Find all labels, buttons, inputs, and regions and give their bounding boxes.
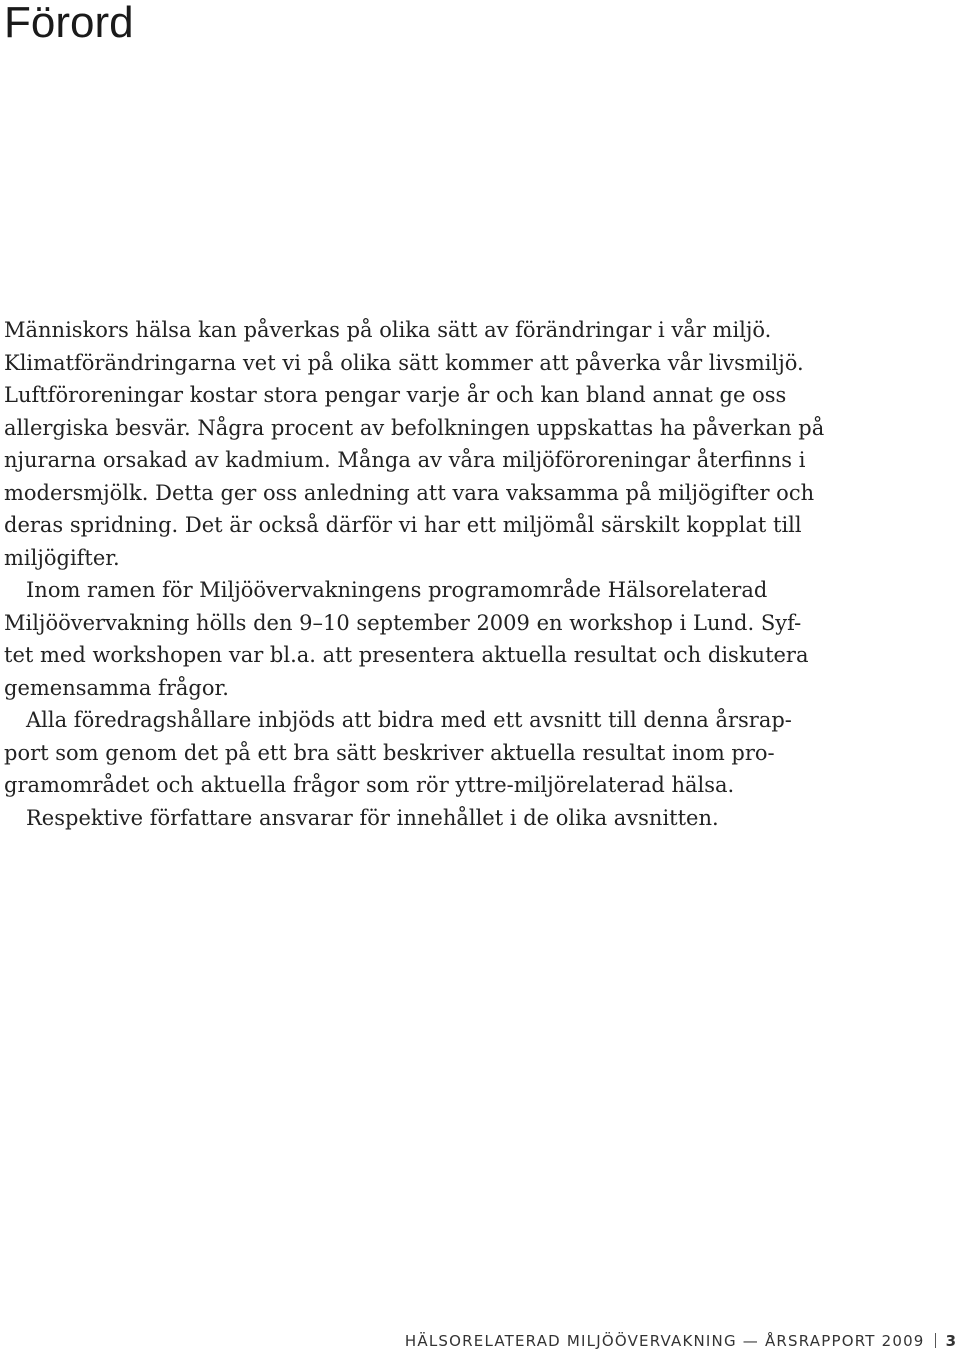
footer-divider: [935, 1333, 936, 1348]
running-title: HÄLSORELATERAD MILJÖÖVERVAKNING — ÅRSRAPPORT 2009: [404, 1332, 925, 1350]
text-line: Respektive författare ansvarar för innehållet i de olika avsnitten.: [26, 805, 719, 830]
text-line: port som genom det på ett bra sätt beskriver aktuella resultat inom pro-: [4, 740, 775, 765]
text-line: modersmjölk. Detta ger oss anledning att vara vaksamma på miljögifter och: [4, 480, 815, 505]
page-footer: [405, 1330, 956, 1352]
text-line: Inom ramen för Miljöövervakningens programområde Hälsorelaterad: [26, 578, 768, 602]
paragraph: [4, 574, 824, 704]
text-line: gramområdet och aktuella frågor som rör yttre-miljörelaterad hälsa.: [4, 773, 735, 797]
text-line: gemensamma frågor.: [4, 675, 229, 700]
text-line: tet med workshopen var bl.a. att presentera aktuella resultat och diskutera: [4, 643, 809, 667]
text-line: Luftföroreningar kostar stora pengar varje år och kan bland annat ge oss: [4, 383, 787, 407]
paragraph: [4, 314, 824, 574]
page-title: Förord: [4, 0, 134, 47]
text-line: Miljöövervakning hölls den 9–10 september 2009 en workshop i Lund. Syf-: [4, 610, 802, 635]
page-number: 3: [945, 1332, 956, 1350]
text-line: Människors hälsa kan påverkas på olika sätt av förändringar i vår miljö.: [4, 318, 772, 342]
text-line: deras spridning. Det är också därför vi har ett miljömål särskilt kopplat till: [4, 513, 802, 537]
paragraph: [4, 704, 824, 802]
text-line: njurarna orsakad av kadmium. Många av våra miljöföroreningar återfinns i: [4, 448, 806, 472]
text-line: allergiska besvär. Några procent av befolkningen uppskattas ha påverkan på: [4, 415, 825, 440]
body-text: [4, 314, 824, 834]
text-line: miljögifter.: [4, 545, 120, 570]
text-line: Klimatförändringarna vet vi på olika sätt kommer att påverka vår livsmiljö.: [4, 350, 804, 375]
paragraph: [4, 802, 824, 835]
text-line: Alla föredragshållare inbjöds att bidra med ett avsnitt till denna årsrap-: [26, 708, 792, 732]
